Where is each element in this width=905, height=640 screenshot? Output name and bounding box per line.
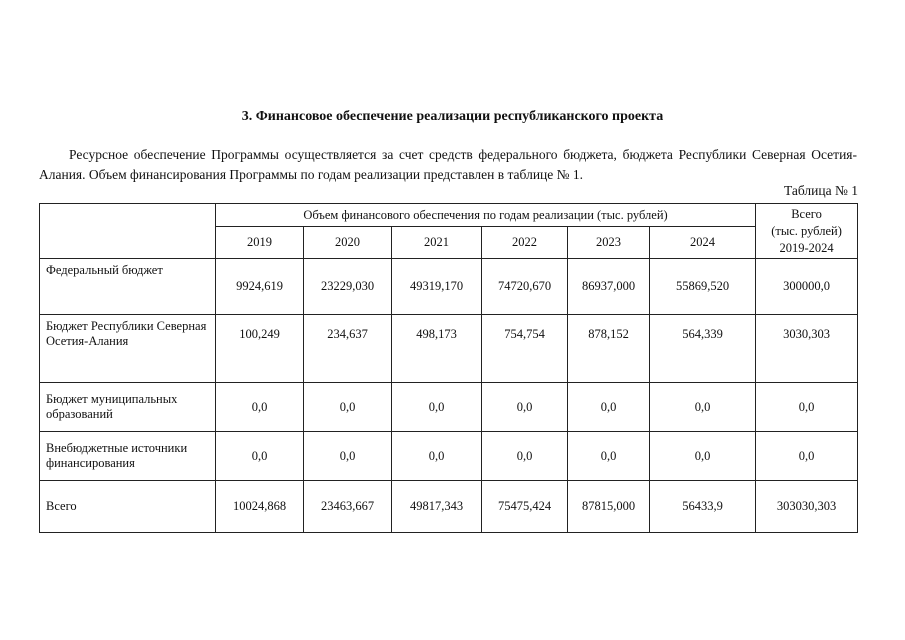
value-cell: 55869,520 bbox=[650, 259, 756, 315]
value-cell: 0,0 bbox=[568, 383, 650, 432]
value-cell: 0,0 bbox=[216, 383, 304, 432]
value-cell: 10024,868 bbox=[216, 481, 304, 533]
value-cell: 86937,000 bbox=[568, 259, 650, 315]
header-total bbox=[756, 204, 858, 259]
table-row bbox=[40, 432, 858, 481]
value-cell: 0,0 bbox=[650, 383, 756, 432]
table-row bbox=[40, 383, 858, 432]
row-label: Бюджет муниципальных образований bbox=[40, 383, 216, 432]
header-year: 2024 bbox=[650, 227, 756, 259]
row-label: Федеральный бюджет bbox=[40, 259, 216, 315]
row-label: Всего bbox=[40, 481, 216, 533]
header-year: 2021 bbox=[392, 227, 482, 259]
table-row bbox=[40, 259, 858, 315]
value-cell: 0,0 bbox=[482, 432, 568, 481]
row-label: Бюджет Республики Северная Осетия-Алания bbox=[40, 315, 216, 383]
header-year: 2020 bbox=[304, 227, 392, 259]
value-cell: 0,0 bbox=[482, 383, 568, 432]
value-cell: 0,0 bbox=[304, 383, 392, 432]
row-label: Внебюджетные источники финансирования bbox=[40, 432, 216, 481]
value-cell: 0,0 bbox=[650, 432, 756, 481]
value-cell: 0,0 bbox=[392, 432, 482, 481]
value-cell: 9924,619 bbox=[216, 259, 304, 315]
header-total-line1: Всего bbox=[791, 206, 822, 221]
value-cell: 234,637 bbox=[304, 315, 392, 383]
value-cell: 498,173 bbox=[392, 315, 482, 383]
value-cell: 0,0 bbox=[568, 432, 650, 481]
table-caption: Таблица № 1 bbox=[784, 183, 858, 198]
value-cell: 49319,170 bbox=[392, 259, 482, 315]
header-total-line3: 2019-2024 bbox=[779, 240, 834, 255]
header-year: 2023 bbox=[568, 227, 650, 259]
header-empty-cell bbox=[40, 204, 216, 259]
value-cell: 878,152 bbox=[568, 315, 650, 383]
header-group-label: Объем финансового обеспечения по годам реализации (тыс. рублей) bbox=[216, 204, 756, 227]
total-cell: 300000,0 bbox=[756, 259, 858, 315]
value-cell: 87815,000 bbox=[568, 481, 650, 533]
value-cell: 564,339 bbox=[650, 315, 756, 383]
header-year: 2022 bbox=[482, 227, 568, 259]
total-cell: 303030,303 bbox=[756, 481, 858, 533]
total-cell: 3030,303 bbox=[756, 315, 858, 383]
total-cell: 0,0 bbox=[756, 383, 858, 432]
value-cell: 0,0 bbox=[392, 383, 482, 432]
value-cell: 0,0 bbox=[304, 432, 392, 481]
value-cell: 0,0 bbox=[216, 432, 304, 481]
header-total-line2: (тыс. рублей) bbox=[771, 223, 842, 238]
table-row bbox=[40, 315, 858, 383]
header-year: 2019 bbox=[216, 227, 304, 259]
total-cell: 0,0 bbox=[756, 432, 858, 481]
value-cell: 74720,670 bbox=[482, 259, 568, 315]
financing-table bbox=[39, 203, 858, 533]
table-row bbox=[40, 481, 858, 533]
value-cell: 23229,030 bbox=[304, 259, 392, 315]
intro-paragraph: Ресурсное обеспечение Программы осуществляется за счет средств федерального бюджета, бюджета Республики Северная Осетия-Алания. Объем финансирования Программы по годам реализации представлен в таблице № 1. bbox=[39, 147, 857, 182]
value-cell: 754,754 bbox=[482, 315, 568, 383]
value-cell: 100,249 bbox=[216, 315, 304, 383]
table-header-row bbox=[40, 204, 858, 227]
value-cell: 75475,424 bbox=[482, 481, 568, 533]
value-cell: 56433,9 bbox=[650, 481, 756, 533]
section-heading: 3. Финансовое обеспечение реализации республиканского проекта bbox=[241, 109, 664, 124]
value-cell: 49817,343 bbox=[392, 481, 482, 533]
value-cell: 23463,667 bbox=[304, 481, 392, 533]
